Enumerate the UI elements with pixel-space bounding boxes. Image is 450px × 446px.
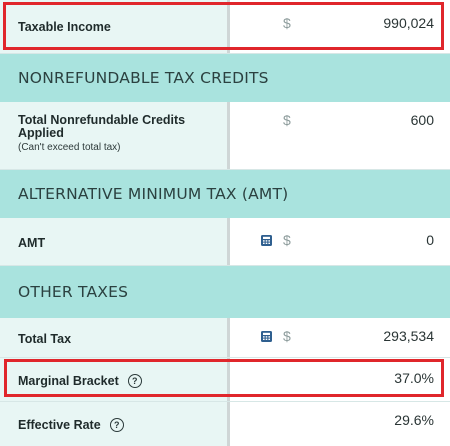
total-tax-value-cell [230, 318, 450, 357]
taxable-income-label: Taxable Income [18, 20, 111, 34]
section-header-other-taxes [0, 266, 450, 318]
effective-rate-label [18, 418, 124, 433]
amt-label-cell [0, 218, 227, 265]
section-title: OTHER TAXES [18, 283, 129, 301]
nonrefundable-credits-row [0, 102, 450, 170]
marginal-bracket-label-text: Marginal Bracket [18, 374, 119, 388]
marginal-bracket-value-cell [230, 358, 450, 401]
section-title: NONREFUNDABLE TAX CREDITS [18, 69, 269, 87]
nonrefundable-credits-value-cell [230, 102, 450, 169]
amt-value-cell [230, 218, 450, 265]
currency-symbol: $ [283, 328, 291, 344]
calculator-icon[interactable] [261, 331, 272, 342]
help-icon[interactable]: ? [110, 418, 124, 432]
section-title: ALTERNATIVE MINIMUM TAX (AMT) [18, 185, 289, 203]
help-icon[interactable]: ? [128, 374, 142, 388]
effective-rate-value-cell [230, 402, 450, 446]
nonrefundable-credits-label-line1: Total Nonrefundable Credits [18, 113, 186, 127]
taxable-income-label-cell [0, 0, 227, 53]
nonrefundable-credits-label-line2: Applied [18, 126, 64, 140]
taxable-income-row [0, 0, 450, 54]
nonrefundable-credits-value: 600 [410, 112, 434, 128]
amt-row [0, 218, 450, 266]
calculator-icon[interactable] [261, 235, 272, 246]
section-header-amt [0, 170, 450, 218]
total-tax-label-cell [0, 318, 227, 357]
marginal-bracket-row [0, 358, 450, 402]
marginal-bracket-label [18, 374, 142, 389]
marginal-bracket-value: 37.0% [394, 370, 434, 386]
amt-value: 0 [426, 232, 434, 248]
taxable-income-value-cell [230, 0, 450, 53]
nonrefundable-credits-note: (Can't exceed total tax) [18, 142, 121, 153]
currency-symbol: $ [283, 15, 291, 31]
total-tax-value: 293,534 [383, 328, 434, 344]
effective-rate-label-text: Effective Rate [18, 418, 101, 432]
taxable-income-value: 990,024 [383, 15, 434, 31]
total-tax-label: Total Tax [18, 332, 72, 346]
amt-label: AMT [18, 236, 46, 250]
effective-rate-label-cell [0, 402, 227, 446]
currency-symbol: $ [283, 232, 291, 248]
effective-rate-value: 29.6% [394, 412, 434, 428]
effective-rate-row [0, 402, 450, 446]
section-header-nonrefundable [0, 54, 450, 102]
nonrefundable-credits-label-cell [0, 102, 227, 169]
total-tax-row [0, 318, 450, 358]
currency-symbol: $ [283, 112, 291, 128]
marginal-bracket-label-cell [0, 358, 227, 401]
